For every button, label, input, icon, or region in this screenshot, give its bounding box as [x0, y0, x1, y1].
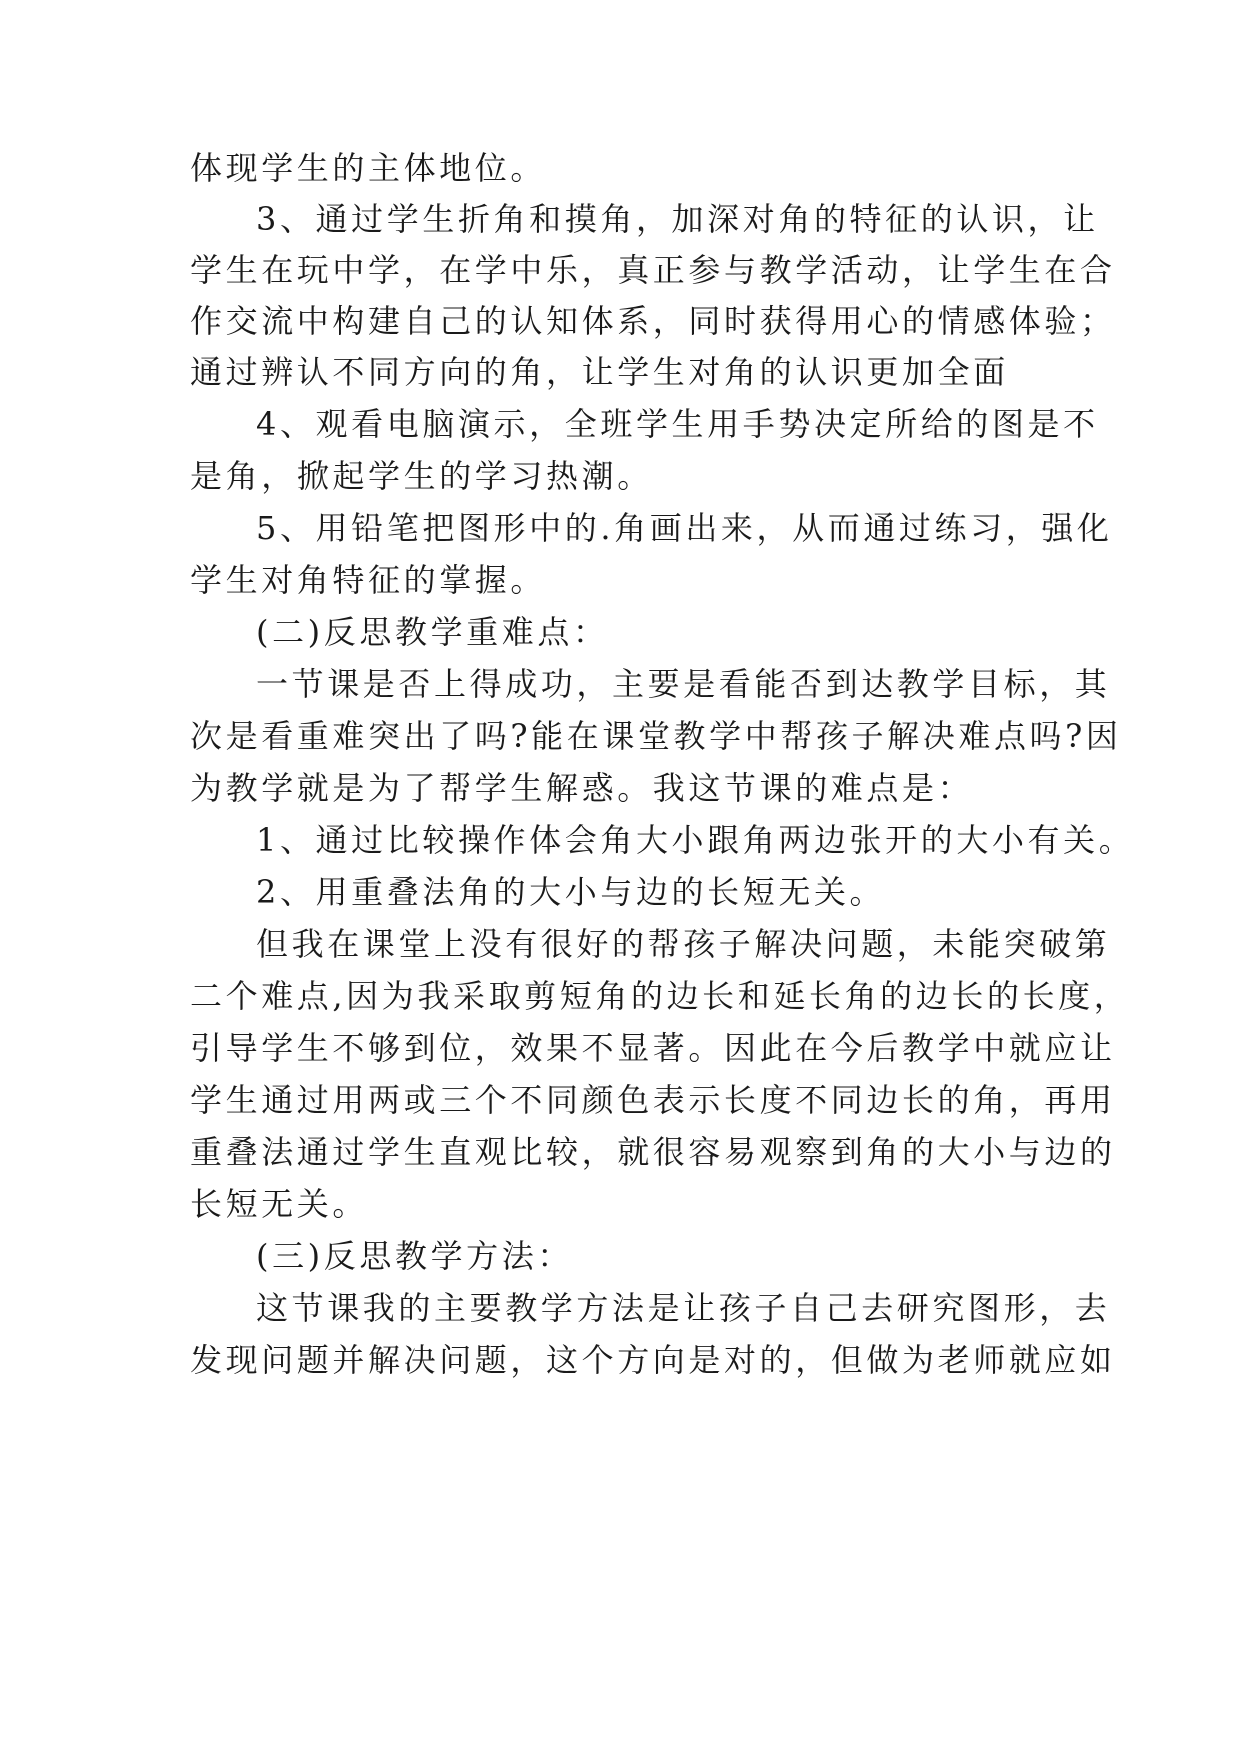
paragraph-line: 一节课是否上得成功，主要是看能否到达教学目标，其 — [256, 665, 1111, 703]
paragraph-line: 4、观看电脑演示，全班学生用手势决定所给的图是不 — [256, 405, 1099, 443]
paragraph-line: 1、通过比较操作体会角大小跟角两边张开的大小有关。 — [256, 821, 1135, 859]
paragraph-line: 2、用重叠法角的大小与边的长短无关。 — [256, 873, 886, 911]
paragraph-line: 学生通过用两或三个不同颜色表示长度不同边长的角，再用 — [190, 1081, 1116, 1119]
paragraph-line: 体现学生的主体地位。 — [190, 149, 547, 187]
paragraph-line: 5、用铅笔把图形中的.角画出来，从而通过练习，强化 — [256, 509, 1113, 547]
paragraph-line: 长短无关。 — [190, 1185, 369, 1223]
paragraph-line: 发现问题并解决问题，这个方向是对的，但做为老师就应如 — [190, 1341, 1116, 1379]
paragraph-line: 通过辨认不同方向的角，让学生对角的认识更加全面 — [190, 353, 1009, 391]
paragraph-line: 学生对角特征的掌握。 — [190, 561, 547, 599]
paragraph-line: 但我在课堂上没有很好的帮孩子解决问题，未能突破第 — [256, 925, 1111, 963]
paragraph-line: 学生在玩中学，在学中乐，真正参与教学活动，让学生在合 — [190, 251, 1116, 289]
paragraph-line: 作交流中构建自己的认知体系，同时获得用心的情感体验； — [190, 302, 1116, 340]
paragraph-line: 重叠法通过学生直观比较，就很容易观察到角的大小与边的 — [190, 1133, 1116, 1171]
section-heading: (三)反思教学方法： — [256, 1237, 573, 1275]
paragraph-line: 3、通过学生折角和摸角，加深对角的特征的认识，让 — [256, 200, 1099, 238]
section-heading: (二)反思教学重难点： — [256, 613, 609, 651]
paragraph-line: 是角，掀起学生的学习热潮。 — [190, 457, 653, 495]
paragraph-line: 这节课我的主要教学方法是让孩子自己去研究图形，去 — [256, 1289, 1111, 1327]
paragraph-line: 引导学生不够到位，效果不显著。因此在今后教学中就应让 — [190, 1029, 1116, 1067]
paragraph-line: 为教学就是为了帮学生解惑。我这节课的难点是： — [190, 769, 974, 807]
paragraph-line: 二个难点,因为我采取剪短角的边长和延长角的边长的长度， — [190, 977, 1130, 1015]
paragraph-line: 次是看重难突出了吗?能在课堂教学中帮孩子解决难点吗?因 — [190, 717, 1122, 755]
